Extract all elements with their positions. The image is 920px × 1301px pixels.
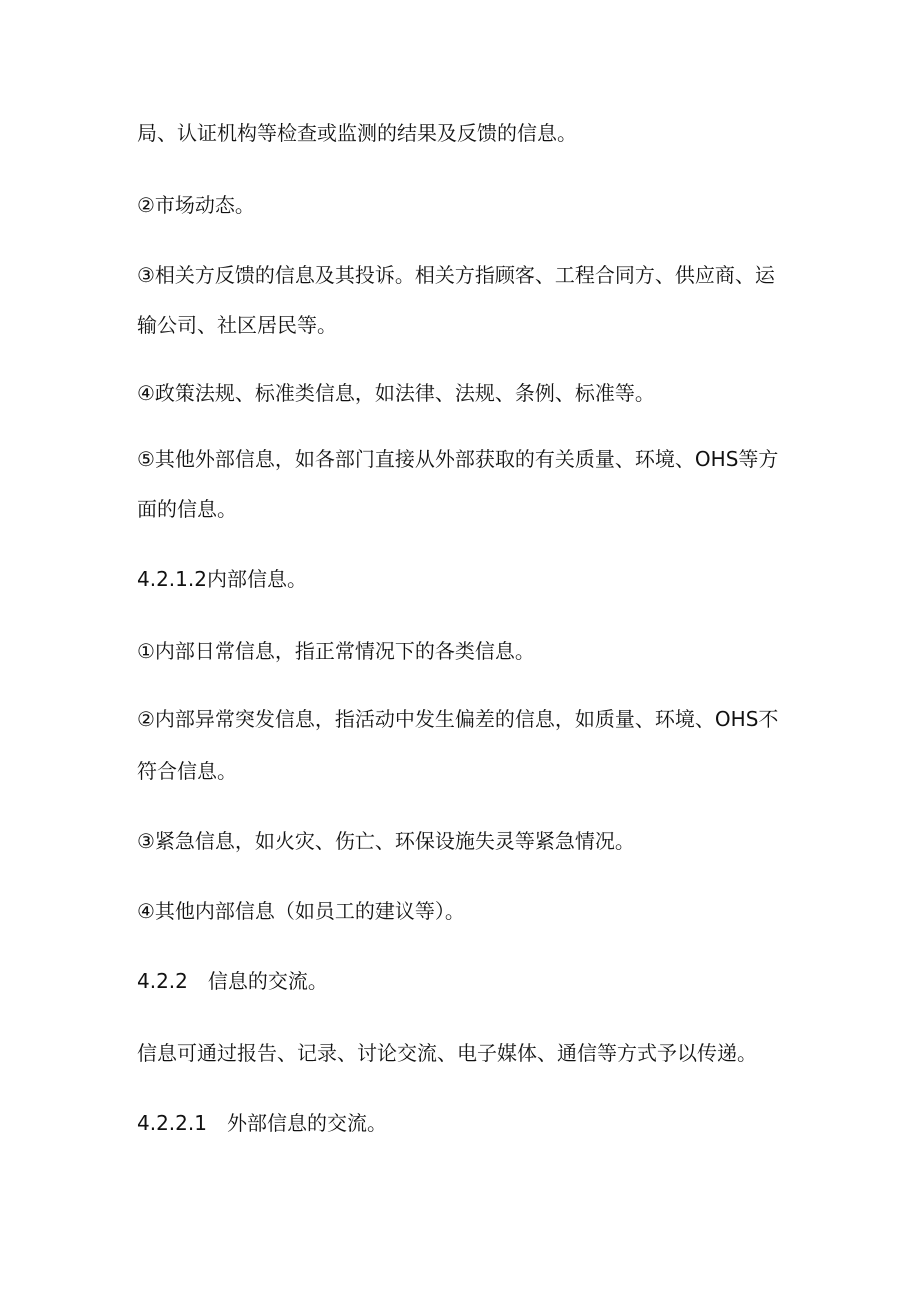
list-item-other-external-info-cont: 面的信息。 <box>137 497 237 521</box>
list-item-other-external-info: ⑤其他外部信息，如各部门直接从外部获取的有关质量、环境、OHS等方 <box>137 447 779 471</box>
list-item-emergency-info: ③紧急信息，如火灾、伤亡、环保设施失灵等紧急情况。 <box>137 829 635 853</box>
section-heading-4-2-1-2: 4.2.1.2内部信息。 <box>137 567 307 591</box>
paragraph-transmission-methods: 信息可通过报告、记录、讨论交流、电子媒体、通信等方式予以传递。 <box>137 1041 757 1065</box>
list-item-other-internal-info: ④其他内部信息（如员工的建议等）。 <box>137 899 465 923</box>
list-item-stakeholder-feedback: ③相关方反馈的信息及其投诉。相关方指顾客、工程合同方、供应商、运 <box>137 263 775 287</box>
text-line-continuation: 局、认证机构等检查或监测的结果及反馈的信息。 <box>137 121 577 145</box>
list-item-internal-abnormal-info: ②内部异常突发信息，指活动中发生偏差的信息，如质量、环境、OHS不 <box>137 707 779 731</box>
section-heading-4-2-2-1: 4.2.2.1 外部信息的交流。 <box>137 1111 387 1135</box>
list-item-policy-regulations: ④政策法规、标准类信息，如法律、法规、条例、标准等。 <box>137 381 655 405</box>
list-item-market-dynamics: ②市场动态。 <box>137 193 255 217</box>
list-item-internal-abnormal-info-cont: 符合信息。 <box>137 759 237 783</box>
section-heading-4-2-2: 4.2.2 信息的交流。 <box>137 969 328 993</box>
list-item-stakeholder-feedback-cont: 输公司、社区居民等。 <box>137 313 337 337</box>
list-item-internal-daily-info: ①内部日常信息，指正常情况下的各类信息。 <box>137 639 535 663</box>
